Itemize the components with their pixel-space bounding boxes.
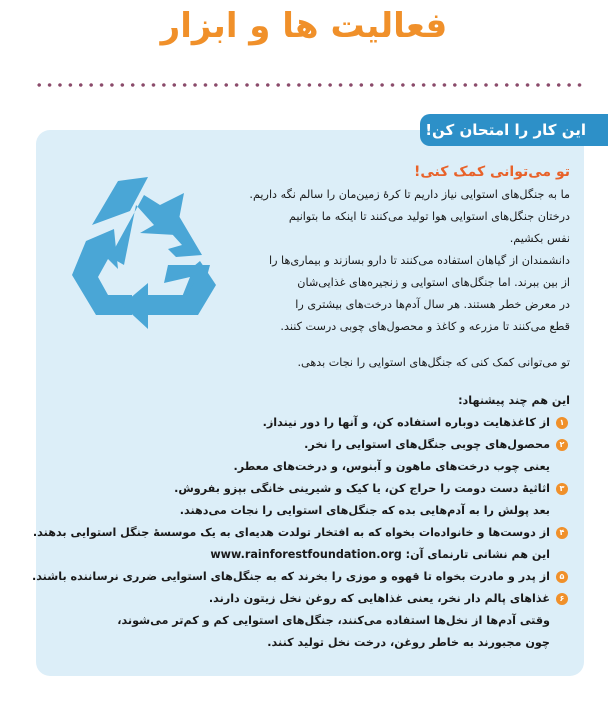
number-badge: ۶ — [556, 593, 568, 605]
suggestion-item — [54, 412, 570, 434]
suggestion-item — [32, 522, 570, 566]
suggestion-line: از کاغذهایت دوباره استفاده کن، و آنها را دور نینداز. — [262, 416, 550, 429]
help-heading: تو می‌توانی کمک کنی! — [413, 164, 570, 180]
tab-label: این کار را امتحان کن! — [425, 121, 586, 139]
intro-line: دانشمندان از گیاهان استفاده می‌کنند تا دارو بسازند و بیماری‌ها را — [268, 254, 570, 267]
suggestions-heading: این هم چند پیشنهاد: — [458, 394, 570, 407]
number-badge: ۱ — [556, 417, 568, 429]
website-url[interactable]: این هم نشانی تارنمای آن: www.rainforestfoundation.org — [210, 548, 550, 561]
suggestion-line: اثاثیهٔ دست دومت را حراج کن، یا کیک و شیرینی خانگی بپزو بفروش. — [174, 482, 550, 495]
suggestion-line: بعد پولش را به آدم‌هایی بده که جنگل‌های استوایی را نجات می‌دهند. — [179, 504, 550, 517]
suggestion-line: از دوست‌ها و خانواده‌ات بخواه که به افتخار تولدت هدیه‌ای به یک موسسهٔ جنگل استوایی بدهند. — [32, 526, 550, 539]
intro-line: از بین ببرند. اما جنگل‌های استوایی و زنجیره‌های غذایی‌شان — [297, 276, 570, 289]
suggestion-item — [54, 434, 570, 478]
intro-line: درختان جنگل‌های استوایی هوا تولید می‌کنند تا اینکه ما بتوانیم — [288, 210, 570, 223]
suggestion-item — [54, 478, 570, 522]
intro-line: ما به جنگل‌های استوایی نیاز داریم تا کرهٔ زمین‌مان را سالم نگه داریم. — [249, 188, 570, 201]
call-to-action: تو می‌توانی کمک کنی که جنگل‌های استوایی را نجات بدهی. — [297, 356, 570, 369]
content — [31, 160, 570, 654]
suggestion-line: وقتی آدم‌ها از نخل‌ها استفاده می‌کنند، جنگل‌های استوایی کم و کم‌تر می‌شوند، — [117, 614, 550, 627]
number-badge: ۴ — [556, 527, 568, 539]
number-badge: ۵ — [556, 571, 568, 583]
page-title: فعالیت ها و ابزار — [160, 6, 448, 46]
suggestion-line: از پدر و مادرت بخواه تا قهوه و موزی را بخرند که به جنگل‌های استوایی ضرری نرساننده باشند. — [31, 570, 550, 583]
suggestion-line: یعنی چوب درخت‌های ماهون و آبنوس، و درخت‌های معطر. — [233, 460, 550, 473]
number-badge: ۲ — [556, 439, 568, 451]
dotted-divider — [34, 82, 582, 88]
intro-paragraph — [54, 184, 570, 338]
number-badge: ۳ — [556, 483, 568, 495]
try-this-tab — [420, 114, 608, 146]
intro-line: در معرض خطر هستند. هر سال آدم‌ها درخت‌های بیشتری را — [295, 298, 570, 311]
suggestion-item — [54, 588, 570, 654]
suggestion-line: غذاهای پالم دار نخر، یعنی غذاهایی که روغن نخل زیتون دارند. — [208, 592, 550, 605]
intro-line: نفس بکشیم. — [509, 232, 570, 245]
suggestion-item — [31, 566, 570, 588]
intro-line: قطع می‌کنند تا مزرعه و کاغذ و محصول‌های چوبی درست کنند. — [280, 320, 570, 333]
suggestion-line: چون مجبورند به خاطر روغن، درخت نخل تولید کنند. — [267, 636, 550, 649]
suggestion-line: محصول‌های چوبی جنگل‌های استوایی را نخر. — [304, 438, 550, 451]
